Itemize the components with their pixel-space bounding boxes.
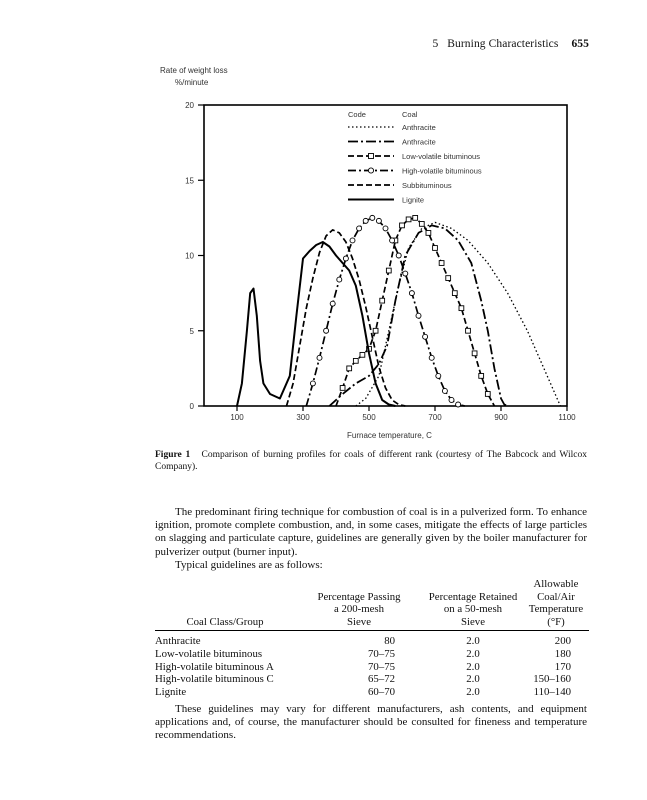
cell-passing: 70–75 — [368, 660, 395, 673]
cell-passing: 80 — [384, 635, 395, 648]
data-point-circle — [337, 277, 342, 282]
col-header-passing: Percentage Passing a 200-mesh Sieve — [317, 590, 401, 628]
data-point-circle — [310, 381, 315, 386]
data-point-square — [413, 215, 418, 220]
cell-temperature: 170 — [554, 660, 571, 673]
fineness-guidelines-table — [155, 578, 589, 698]
data-point-circle — [390, 238, 395, 243]
legend-header-code: Code — [348, 110, 366, 119]
series-line-low-volatile-bituminous — [336, 218, 494, 406]
legend-entry-label: Anthracite — [402, 137, 436, 147]
data-point-circle — [376, 218, 381, 223]
data-point-square — [426, 231, 431, 236]
data-point-square — [347, 366, 352, 371]
data-point-square — [340, 386, 345, 391]
legend-marker-circle — [368, 168, 373, 173]
data-point-circle — [396, 253, 401, 258]
table-row — [155, 648, 589, 661]
legend-entry-label: Low-volatile bituminous — [402, 152, 480, 161]
plot-frame — [204, 105, 567, 406]
cell-retained: 2.0 — [466, 673, 480, 686]
data-point-circle — [456, 402, 461, 407]
cell-retained: 2.0 — [466, 685, 480, 698]
y-tick-label: 5 — [189, 326, 194, 336]
paragraph-variation-note: These guidelines may vary for different manufacturers, ash contents, and equipment applications and, of course, the manufacturer should be consulted for fineness and temperature recommendations. — [155, 703, 587, 742]
col-header-temperature: Allowable Coal/Air Temperature (°F) — [528, 578, 584, 628]
legend-entry-label: Anthracite — [402, 123, 436, 132]
y-tick-label: 20 — [185, 101, 194, 110]
table-row — [155, 686, 589, 699]
series-line-lignite — [237, 242, 395, 406]
data-point-circle — [449, 397, 454, 402]
page-number: 655 — [571, 38, 589, 50]
cell-passing: 60–70 — [368, 685, 395, 698]
table-header-row — [155, 578, 589, 631]
legend-marker-square — [369, 154, 374, 159]
figure-caption-text: Comparison of burning profiles for coals of different rank (courtesy of The Babcock and Wilcox Company). — [155, 450, 587, 472]
cell-retained: 2.0 — [466, 647, 480, 660]
cell-passing: 65–72 — [368, 673, 395, 686]
x-tick-label: 500 — [362, 413, 376, 422]
data-point-square — [485, 392, 490, 397]
data-point-square — [400, 223, 405, 228]
data-point-square — [452, 291, 457, 296]
x-tick-label: 700 — [428, 413, 442, 422]
x-tick-label: 900 — [494, 413, 508, 422]
data-point-circle — [324, 328, 329, 333]
data-point-circle — [423, 334, 428, 339]
cell-temperature: 150–160 — [533, 673, 571, 686]
cell-passing: 70–75 — [368, 647, 395, 660]
cell-temperature: 200 — [554, 635, 571, 648]
y-tick-label: 15 — [185, 176, 194, 186]
data-point-circle — [436, 373, 441, 378]
data-point-circle — [403, 271, 408, 276]
table-row — [155, 673, 589, 686]
x-axis-label: Furnace temperature, C — [347, 431, 432, 440]
cell-retained: 2.0 — [466, 660, 480, 673]
data-point-square — [446, 276, 451, 281]
data-point-square — [479, 374, 484, 379]
data-point-circle — [383, 226, 388, 231]
data-point-square — [360, 352, 365, 357]
table-row — [155, 631, 589, 648]
y-tick-label: 0 — [189, 402, 194, 411]
x-tick-label: 1100 — [558, 413, 576, 422]
cell-retained: 2.0 — [466, 635, 480, 648]
x-tick-label: 300 — [296, 413, 310, 422]
data-point-circle — [429, 355, 434, 360]
data-point-circle — [442, 388, 447, 393]
col-header-coal-class: Coal Class/Group — [186, 615, 264, 628]
col-header-retained: Percentage Retained on a 50-mesh Sieve — [428, 590, 518, 628]
cell-temperature: 110–140 — [533, 685, 571, 698]
cell-coal-class: Anthracite — [155, 635, 201, 648]
figure-caption — [155, 449, 587, 473]
data-point-square — [353, 358, 358, 363]
cell-coal-class: Lignite — [155, 685, 187, 698]
data-point-circle — [317, 355, 322, 360]
data-point-circle — [363, 218, 368, 223]
data-point-circle — [357, 226, 362, 231]
data-point-square — [380, 298, 385, 303]
data-point-square — [459, 306, 464, 311]
legend-entry-label: High-volatile bituminous — [402, 166, 482, 176]
data-point-square — [439, 261, 444, 266]
x-tick-label: 100 — [230, 413, 244, 422]
chapter-title: 5 Burning Characteristics — [432, 38, 559, 50]
y-axis-label-line2: %/minute — [175, 78, 209, 87]
cell-coal-class: High-volatile bituminous A — [155, 660, 274, 673]
data-point-square — [472, 351, 477, 356]
legend-entry-label: Subbituminous — [402, 181, 452, 190]
table-row — [155, 661, 589, 674]
legend-entry-label: Lignite — [402, 195, 425, 205]
cell-temperature: 180 — [554, 647, 571, 660]
legend-header-coal: Coal — [402, 110, 418, 119]
data-point-square — [406, 217, 411, 222]
paragraph-pulverized: The predominant firing technique for combustion of coal is in a pulverized form. To enhance ignition, promote complete combustion, and, in some cases, mitigate the effects of large particles on slagging and particulate capture, guidelines are generally given by the boiler manufacturer for pulverizer output (burner input). — [155, 506, 587, 558]
data-point-circle — [370, 215, 375, 220]
y-tick-label: 10 — [185, 251, 194, 261]
data-point-square — [419, 221, 424, 226]
cell-coal-class: Low-volatile bituminous — [155, 647, 263, 660]
cell-coal-class: High-volatile bituminous C — [155, 673, 274, 686]
data-point-circle — [416, 313, 421, 318]
data-point-square — [433, 246, 438, 251]
figure-label: Figure 1 — [155, 450, 191, 460]
data-point-circle — [330, 301, 335, 306]
data-point-circle — [343, 256, 348, 261]
paragraph-guidelines-intro: Typical guidelines are as follows: — [175, 559, 323, 571]
data-point-square — [466, 328, 471, 333]
data-point-square — [386, 268, 391, 273]
y-axis-label-line1: Rate of weight loss — [160, 66, 228, 75]
data-point-circle — [350, 238, 355, 243]
data-point-circle — [409, 291, 414, 296]
data-point-square — [373, 328, 378, 333]
series-line-anthracite — [356, 222, 561, 406]
